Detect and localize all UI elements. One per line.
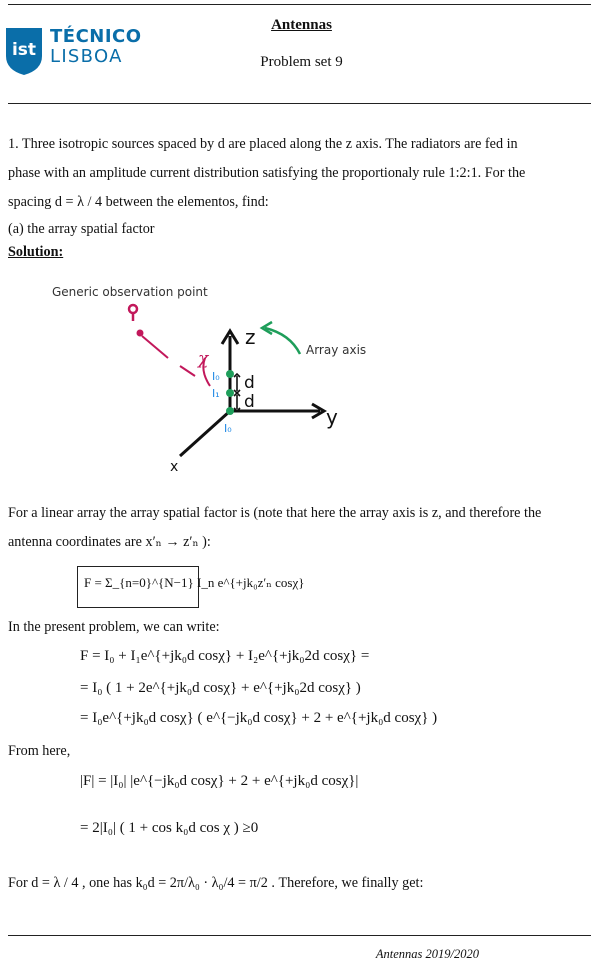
logo-text-lisboa: LISBOA: [50, 46, 123, 67]
equation-5: = 2|I₀| ( 1 + cos k₀d cos χ ) ≥0: [80, 820, 259, 836]
top-rule: [8, 4, 591, 5]
problem-line-1: 1. Three isotropic sources spaced by d are placed along the z axis. The radiators are fed in: [8, 136, 518, 152]
element-middle-marker: [226, 389, 234, 397]
logo-text-tecnico: TÉCNICO: [50, 26, 142, 47]
d-bracket-lower: [234, 393, 240, 411]
label-y: y: [326, 405, 338, 429]
for-d-text: For d = λ / 4 , one has k₀d = 2π/λ₀ · λ₀/4 = π/2 . Therefore, we finally get:: [8, 875, 424, 891]
page-title: Antennas: [271, 17, 332, 33]
label-x: x: [170, 459, 179, 475]
label-I1: I₁: [212, 387, 220, 400]
problem-line-4: (a) the array spatial factor: [8, 221, 155, 237]
problem-line-2: phase with an amplitude current distribution satisfying the proportionaly rule 1:2:1. For the: [8, 165, 526, 181]
solution-label: Solution:: [8, 244, 64, 260]
equation-3: = I₀e^{+jk₀d cosχ} ( e^{−jk₀d cosχ} + 2 + e^{+jk₀d cosχ} ): [80, 710, 438, 726]
equation-2: = I₀ ( 1 + 2e^{+jk₀d cosχ} + e^{+jk₀2d cosχ} ): [80, 680, 361, 696]
array-factor-equation: F = Σ_{n=0}^{N−1} I_n e^{+jk₀z′ₙ cosχ}: [84, 575, 305, 590]
d-bracket-upper: [234, 374, 240, 393]
equation-4: |F| = |I₀| |e^{−jk₀d cosχ} + 2 + e^{+jk₀d cosχ}|: [80, 773, 359, 789]
x-axis: [180, 411, 230, 456]
footer-text: Antennas 2019/2020: [375, 947, 479, 961]
element-top-marker: [226, 370, 234, 378]
present-problem-text: In the present problem, we can write:: [8, 619, 220, 635]
array-geometry-figure: [40, 276, 380, 476]
header-rule: [8, 103, 591, 104]
linear-array-line-2: antenna coordinates are x′ₙ → z′ₙ ):: [8, 534, 211, 550]
element-bottom-marker: [226, 407, 234, 415]
label-observation-point: Generic observation point: [52, 285, 208, 299]
label-z: z: [245, 325, 256, 349]
label-array-axis: Array axis: [306, 343, 367, 357]
observation-point-icon: [129, 305, 144, 337]
label-d-upper: d: [244, 373, 255, 393]
linear-array-text: [8, 499, 588, 557]
label-I0-top: I₀: [212, 370, 220, 383]
label-I0-bottom: I₀: [224, 422, 232, 435]
observation-direction-line-2: [180, 366, 195, 376]
array-factor-equation-box: [77, 566, 305, 608]
footer-rule: [8, 935, 591, 936]
linear-array-line-1: For a linear array the array spatial factor is (note that here the array axis is z, and therefore the: [8, 505, 542, 521]
equation-1: F = I₀ + I₁e^{+jk₀d cosχ} + I₂e^{+jk₀2d cosχ} =: [80, 648, 370, 664]
observation-direction-line: [142, 336, 168, 358]
problem-statement: [8, 130, 588, 241]
from-here-text: From here,: [8, 743, 71, 759]
svg-text:ist: ist: [11, 40, 37, 60]
label-chi: χ: [198, 349, 209, 369]
page-subtitle: Problem set 9: [260, 54, 343, 70]
problem-line-3: spacing d = λ / 4 between the elementos, find:: [8, 194, 269, 210]
label-d-lower: d: [244, 392, 255, 412]
